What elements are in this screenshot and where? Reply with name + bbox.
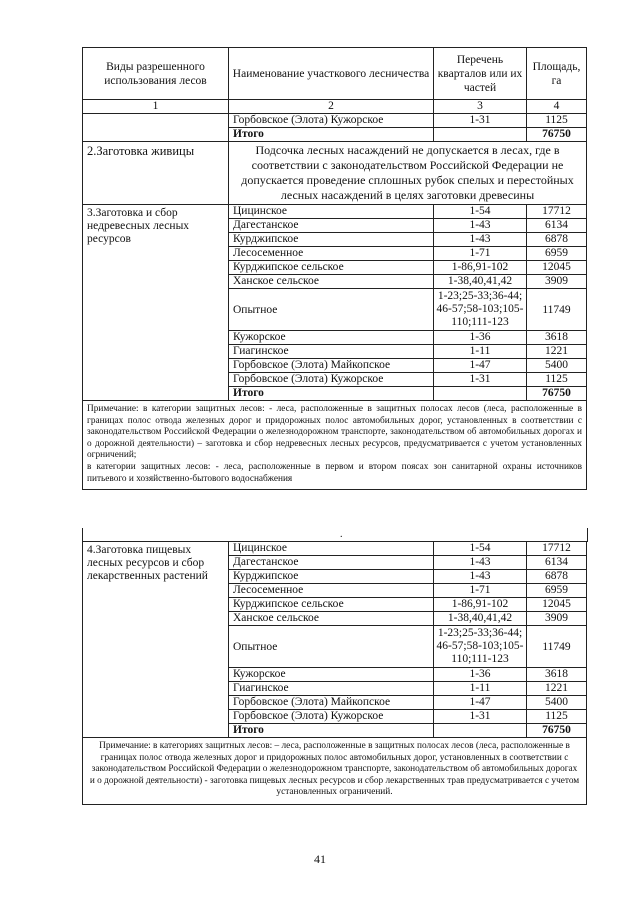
area-value: 12045 bbox=[527, 598, 587, 612]
quarters-value: 1-71 bbox=[434, 247, 527, 261]
area-value: 3909 bbox=[527, 612, 587, 626]
quarters-value: 1-31 bbox=[434, 373, 527, 387]
header-quarters: Перечень кварталов или их частей bbox=[434, 48, 527, 100]
quarters-value: 1-36 bbox=[434, 331, 527, 345]
forestry-name: Дагестанское bbox=[229, 556, 434, 570]
area-value: 1125 bbox=[527, 710, 587, 724]
table-row bbox=[83, 114, 587, 128]
section2-row bbox=[83, 142, 587, 205]
forestry-name: Курджипское bbox=[229, 233, 434, 247]
forestry-name: Горбовское (Элота) Кужорское bbox=[229, 114, 434, 128]
table-bottom bbox=[82, 541, 587, 805]
forestry-name: Гиагинское bbox=[229, 682, 434, 696]
section1-label-cell bbox=[83, 114, 229, 142]
total-value: 76750 bbox=[527, 387, 587, 401]
total-label: Итого bbox=[229, 387, 434, 401]
col-num-1: 1 bbox=[83, 100, 229, 114]
forestry-name: Лесосеменное bbox=[229, 247, 434, 261]
section4-note: Примечание: в категориях защитных лесов: – леса, расположенные в защитных полосах лесов (леса, расположенные в границах полос отвода железных дорог и придорожных полос автомобильных дорог, установленных в соответствии с законодательством Российской Федерации о железнодорожном транспорте, законодательством об автомобильных дорогах и о дорожной деятельности) - заготовка пищевых лесных ресурсов и сбор лекарственных трав предусматривается с учетом установленных ограничений. bbox=[83, 738, 587, 805]
area-value: 6134 bbox=[527, 556, 587, 570]
area-value: 5400 bbox=[527, 696, 587, 710]
forestry-name: Горбовское (Элота) Майкопское bbox=[229, 359, 434, 373]
quarters-value: 1-23;25-33;36-44;46-57;58-103;105-110;111-123 bbox=[434, 289, 527, 331]
header-area: Площадь, га bbox=[527, 48, 587, 100]
quarters-value: 1-47 bbox=[434, 696, 527, 710]
area-value: 11749 bbox=[527, 626, 587, 668]
table-row bbox=[83, 542, 587, 556]
area-value: 6878 bbox=[527, 233, 587, 247]
quarters-value: 1-31 bbox=[434, 710, 527, 724]
area-value: 6878 bbox=[527, 570, 587, 584]
area-value: 6134 bbox=[527, 219, 587, 233]
quarters-value: 1-11 bbox=[434, 345, 527, 359]
quarters-value: 1-11 bbox=[434, 682, 527, 696]
forestry-name: Горбовское (Элота) Кужорское bbox=[229, 373, 434, 387]
section4-note-row bbox=[83, 738, 587, 805]
area-value: 12045 bbox=[527, 261, 587, 275]
forestry-name: Дагестанское bbox=[229, 219, 434, 233]
forestry-name: Опытное bbox=[229, 289, 434, 331]
area-value: 3618 bbox=[527, 668, 587, 682]
quarters-value: 1-36 bbox=[434, 668, 527, 682]
area-value: 1221 bbox=[527, 345, 587, 359]
forestry-name: Опытное bbox=[229, 626, 434, 668]
quarters-value: 1-54 bbox=[434, 205, 527, 219]
area-value: 1125 bbox=[527, 373, 587, 387]
gap-mark: . bbox=[340, 529, 343, 540]
area-value: 1221 bbox=[527, 682, 587, 696]
quarters-value: 1-38,40,41,42 bbox=[434, 612, 527, 626]
col-num-2: 2 bbox=[229, 100, 434, 114]
forestry-name: Ханское сельское bbox=[229, 612, 434, 626]
area-value: 6959 bbox=[527, 584, 587, 598]
quarters-value: 1-38,40,41,42 bbox=[434, 275, 527, 289]
table-header-row bbox=[83, 48, 587, 100]
forestry-name: Курджипское сельское bbox=[229, 598, 434, 612]
forestry-name: Кужорское bbox=[229, 668, 434, 682]
forestry-name: Кужорское bbox=[229, 331, 434, 345]
forestry-name: Горбовское (Элота) Кужорское bbox=[229, 710, 434, 724]
area-value: 3618 bbox=[527, 331, 587, 345]
col-num-4: 4 bbox=[527, 100, 587, 114]
total-label: Итого bbox=[229, 128, 434, 142]
total-empty-cell bbox=[434, 724, 527, 738]
total-empty-cell bbox=[434, 387, 527, 401]
col-num-3: 3 bbox=[434, 100, 527, 114]
area-value: 3909 bbox=[527, 275, 587, 289]
quarters-value: 1-43 bbox=[434, 570, 527, 584]
quarters-value: 1-54 bbox=[434, 542, 527, 556]
forestry-name: Цицинское bbox=[229, 205, 434, 219]
section3-label: 3.Заготовка и сбор недревесных лесных ресурсов bbox=[83, 205, 229, 401]
quarters-value: 1-47 bbox=[434, 359, 527, 373]
quarters-value: 1-43 bbox=[434, 233, 527, 247]
section4-label: 4.Заготовка пищевых лесных ресурсов и сбор лекарственных растений bbox=[83, 542, 229, 738]
area-value: 6959 bbox=[527, 247, 587, 261]
quarters-value: 1-43 bbox=[434, 556, 527, 570]
quarters-value: 1-71 bbox=[434, 584, 527, 598]
total-empty-cell bbox=[434, 128, 527, 142]
area-value: 17712 bbox=[527, 542, 587, 556]
forestry-name: Курджипское bbox=[229, 570, 434, 584]
quarters-value: 1-23;25-33;36-44;46-57;58-103;105-110;111-123 bbox=[434, 626, 527, 668]
column-number-row bbox=[83, 100, 587, 114]
total-label: Итого bbox=[229, 724, 434, 738]
area-value: 1125 bbox=[527, 114, 587, 128]
table-top bbox=[82, 47, 587, 490]
forestry-name: Цицинское bbox=[229, 542, 434, 556]
forestry-name: Ханское сельское bbox=[229, 275, 434, 289]
header-forestry-name: Наименование участкового лесничества bbox=[229, 48, 434, 100]
section2-text: Подсочка лесных насаждений не допускается в лесах, где в соответствии с законодательством Российской Федерации не допускается проведение сплошных рубок спелых и перестойных лесных насаждений в целях заготовки древесины bbox=[229, 142, 587, 205]
quarters-value: 1-86,91-102 bbox=[434, 261, 527, 275]
section3-note bbox=[83, 401, 587, 490]
forestry-name: Лесосеменное bbox=[229, 584, 434, 598]
quarters-value: 1-31 bbox=[434, 114, 527, 128]
quarters-value: 1-86,91-102 bbox=[434, 598, 527, 612]
section3-note-paragraph-1: Примечание: в категории защитных лесов: - леса, расположенные в защитных полосах лесов (леса, расположенные в границах полос отвода железных дорог и придорожных полос автомобильных дорог, установленных в соответствии с законодательством Российской Федерации о железнодорожном транспорте, законодательством об автомобильных дорогах и о дорожной деятельности) – заготовка и сбор недревесных лесных ресурсов, предусматривается с учетом установленных огрничений; bbox=[87, 404, 582, 461]
header-use-type: Виды разрешенного использования лесов bbox=[83, 48, 229, 100]
page-number: 41 bbox=[314, 852, 326, 866]
area-value: 5400 bbox=[527, 359, 587, 373]
section3-note-paragraph-2: в категории защитных лесов: - леса, расположенные в первом и втором поясах зон санитарной охраны источников питьевого и хозяйственно-бытового водоснабжения bbox=[87, 461, 582, 484]
table-row bbox=[83, 205, 587, 219]
total-value: 76750 bbox=[527, 128, 587, 142]
forestry-name: Гиагинское bbox=[229, 345, 434, 359]
area-value: 17712 bbox=[527, 205, 587, 219]
table-gap bbox=[82, 528, 588, 542]
forestry-name: Горбовское (Элота) Майкопское bbox=[229, 696, 434, 710]
section3-note-row bbox=[83, 401, 587, 490]
area-value: 11749 bbox=[527, 289, 587, 331]
section2-label: 2.Заготовка живицы bbox=[83, 142, 229, 205]
quarters-value: 1-43 bbox=[434, 219, 527, 233]
total-value: 76750 bbox=[527, 724, 587, 738]
forestry-name: Курджипское сельское bbox=[229, 261, 434, 275]
